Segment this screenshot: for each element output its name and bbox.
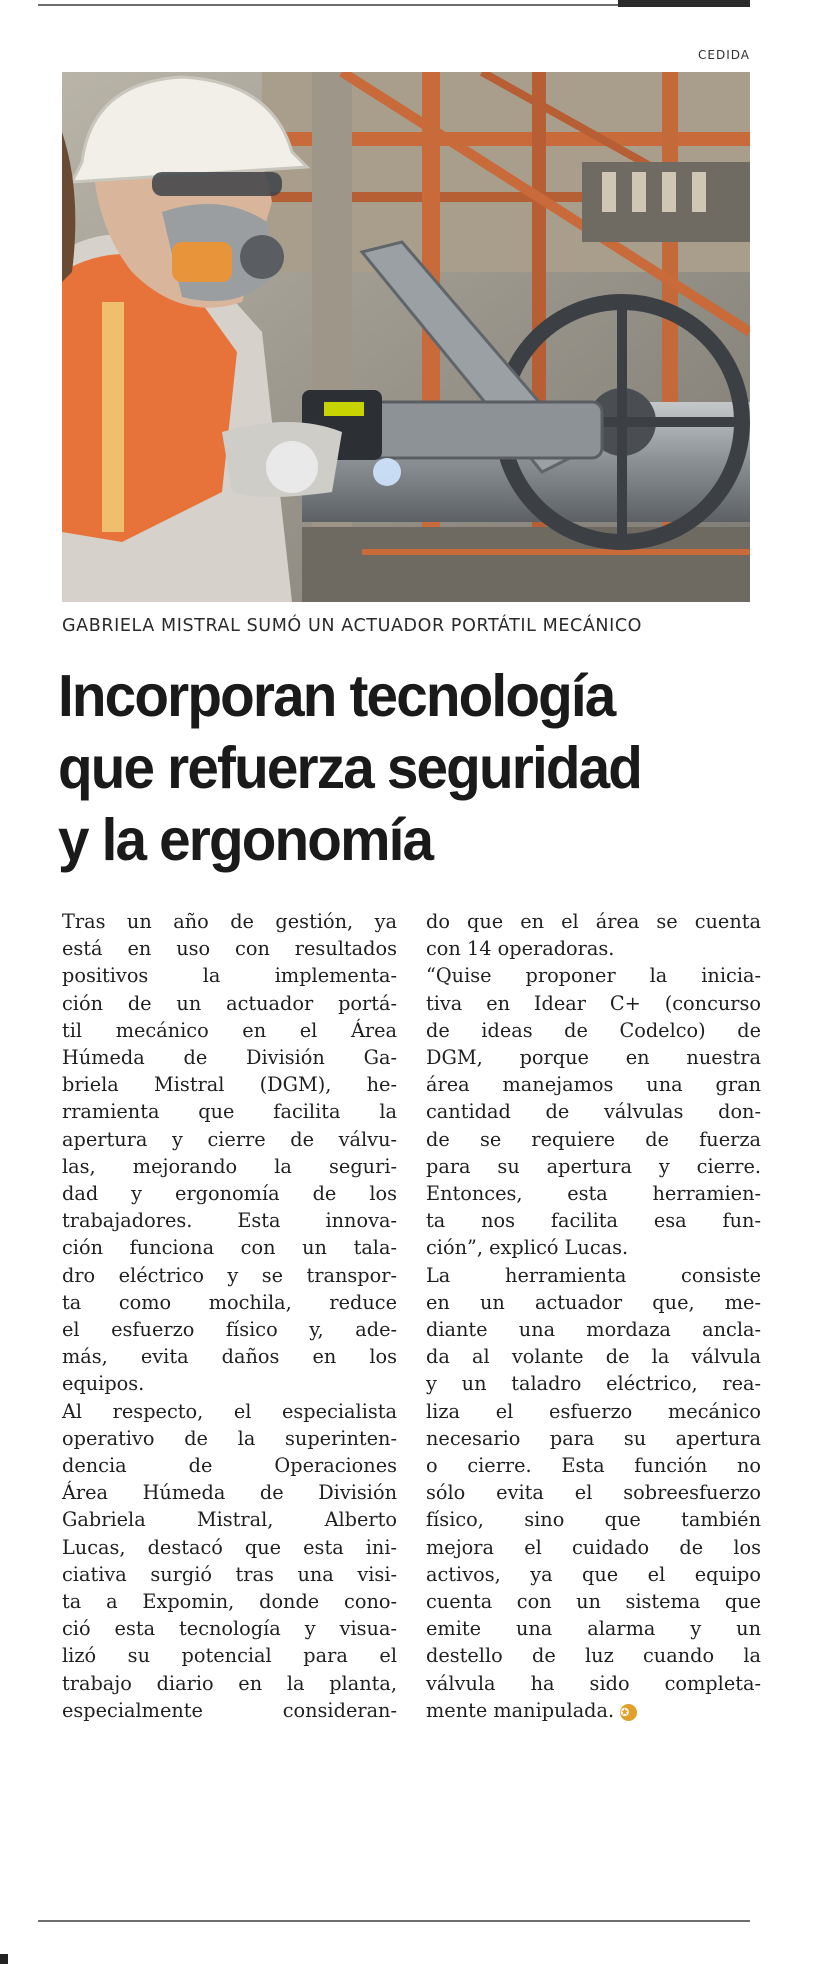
body-line: liza el esfuerzo mecánico	[426, 1399, 761, 1423]
body-line: rramienta que facilita la	[62, 1100, 397, 1124]
body-line: da al volante de la válvula	[426, 1345, 761, 1369]
body-line: y un taladro eléctrico, rea-	[426, 1372, 761, 1396]
body-line: especialmente consideran-	[62, 1698, 397, 1722]
body-line: Gabriela Mistral, Alberto	[62, 1508, 397, 1532]
body-line: Lucas, destacó que esta ini-	[62, 1535, 397, 1559]
top-rule-tab	[618, 0, 750, 7]
body-line	[426, 1697, 761, 1724]
headline-line: Incorporan tecnología	[58, 663, 615, 729]
body-line: necesario para su apertura	[426, 1426, 761, 1450]
circled-star-icon: ✪	[620, 1704, 637, 1721]
body-line: válvula ha sido completa-	[426, 1671, 761, 1695]
body-line: til mecánico en el Área	[62, 1018, 397, 1042]
body-line: de ideas de Codelco) de	[426, 1018, 761, 1042]
body-line: tiva en Idear C+ (concurso	[426, 991, 761, 1015]
photo-caption: GABRIELA MISTRAL SUMÓ UN ACTUADOR PORTÁTIL MECÁNICO	[62, 616, 643, 636]
body-line: dad y ergonomía de los	[62, 1182, 397, 1206]
body-line: ción de un actuador portá-	[62, 991, 397, 1015]
body-line: equipos.	[62, 1372, 145, 1396]
body-line: más, evita daños en los	[62, 1345, 397, 1369]
bottom-rule	[38, 1920, 750, 1922]
body-line: con 14 operadoras.	[426, 937, 615, 961]
body-line: dencia de Operaciones	[62, 1454, 397, 1478]
body-line: Tras un año de gestión, ya	[62, 910, 397, 933]
body-line: ción funciona con un tala-	[62, 1236, 397, 1260]
photo-credit: CEDIDA	[698, 48, 750, 62]
body-line: “Quise proponer la inicia-	[426, 964, 761, 988]
body-line: cuenta con un sistema que	[426, 1590, 761, 1614]
body-line: ta como mochila, reduce	[62, 1290, 397, 1314]
body-column-2	[426, 908, 761, 1724]
body-line: briela Mistral (DGM), he-	[62, 1073, 397, 1097]
body-line: las, mejorando la seguri-	[62, 1154, 397, 1178]
body-line: ció esta tecnología y visua-	[62, 1617, 397, 1641]
body-line: dro eléctrico y se transpor-	[62, 1263, 397, 1287]
body-line: positivos la implementa-	[62, 964, 397, 988]
body-line: ciativa surgió tras una visi-	[62, 1562, 397, 1586]
body-line: La herramienta consiste	[426, 1263, 761, 1287]
headline-line: y la ergonomía	[58, 807, 433, 873]
body-line: área manejamos una gran	[426, 1073, 761, 1097]
body-line: Área Húmeda de División	[62, 1481, 397, 1505]
body-line: diante una mordaza ancla-	[426, 1318, 761, 1342]
body-line: ta a Expomin, donde cono-	[62, 1590, 397, 1614]
body-line: operativo de la superinten-	[62, 1426, 397, 1450]
body-line: Al respecto, el especialista	[62, 1399, 397, 1423]
body-line: trabajadores. Esta innova-	[62, 1209, 397, 1233]
body-line: emite una alarma y un	[426, 1617, 761, 1641]
body-line: el esfuerzo físico y, ade-	[62, 1318, 397, 1342]
body-line: Húmeda de División Ga-	[62, 1046, 397, 1070]
body-line: mejora el cuidado de los	[426, 1535, 761, 1559]
body-line: para su apertura y cierre.	[426, 1154, 761, 1178]
body-line: cantidad de válvulas don-	[426, 1100, 761, 1124]
body-line: está en uso con resultados	[62, 937, 397, 961]
headline	[58, 660, 742, 876]
headline-line: que refuerza seguridad	[58, 735, 642, 801]
body-line: do que en el área se cuenta	[426, 910, 761, 933]
body-line: activos, ya que el equipo	[426, 1562, 761, 1586]
body-line: lizó su potencial para el	[62, 1644, 397, 1668]
body-line: ta nos facilita esa fun-	[426, 1209, 761, 1233]
body-line: apertura y cierre de válvu-	[62, 1127, 397, 1151]
body-line: sólo evita el sobreesfuerzo	[426, 1481, 761, 1505]
body-line: destello de luz cuando la	[426, 1644, 761, 1668]
body-column-1	[62, 908, 397, 1724]
body-line: ción”, explicó Lucas.	[426, 1236, 629, 1260]
body-line: en un actuador que, me-	[426, 1290, 761, 1314]
body-line: DGM, porque en nuestra	[426, 1046, 761, 1070]
body-line: trabajo diario en la planta,	[62, 1671, 397, 1695]
body-line: de se requiere de fuerza	[426, 1127, 761, 1151]
page-corner-mark	[0, 1954, 8, 1964]
body-line-text: mente manipulada.	[426, 1698, 615, 1722]
body-line: o cierre. Esta función no	[426, 1454, 761, 1478]
body-line: Entonces, esta herramien-	[426, 1182, 761, 1206]
article-photo	[62, 72, 750, 602]
body-line: físico, sino que también	[426, 1508, 761, 1532]
